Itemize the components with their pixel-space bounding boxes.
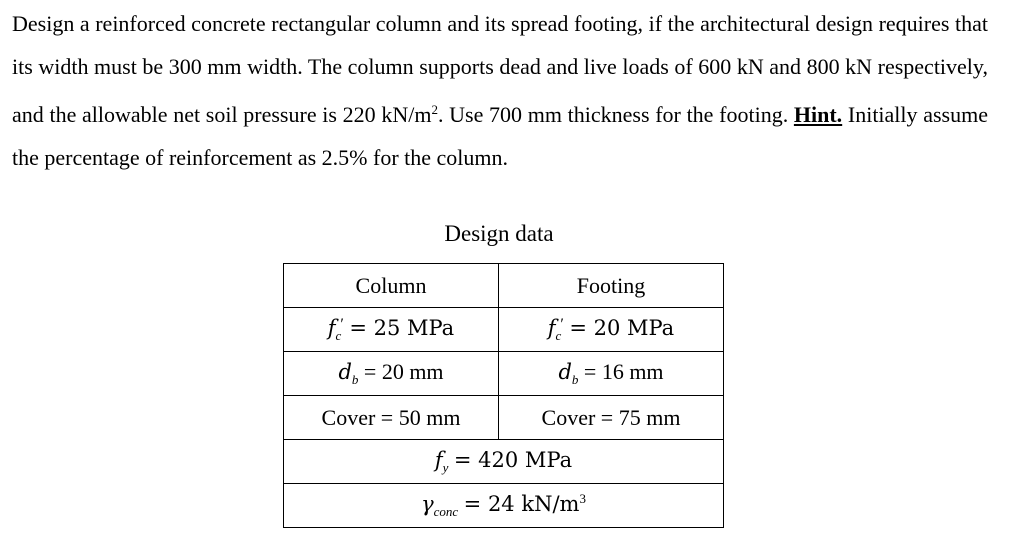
problem-text-2: . Use 700 mm thickness for the footing. <box>437 102 794 127</box>
table-row-db <box>284 352 724 396</box>
column-cover: Cover = 50 mm <box>284 396 499 440</box>
column-db-value: = 20 mm <box>363 359 444 384</box>
hint-label: Hint. <box>793 102 843 127</box>
design-data-caption: Design data <box>444 221 554 246</box>
column-fc-value: = 25 MPa <box>349 316 455 340</box>
gamma-value: = 24 kN/m <box>463 492 580 516</box>
problem-statement <box>12 2 988 179</box>
footing-cover: Cover = 75 mm <box>499 396 724 440</box>
table-header-row <box>284 264 724 308</box>
problem-text-3: Initially assume the percentage of reinforcement as 2.5% for the column. <box>12 102 988 170</box>
fy-value: = 420 MPa <box>453 448 573 472</box>
column-fc: $f_c' = 25$ MPa <box>284 308 499 352</box>
footing-db: $d_b = 16$ mm <box>499 352 724 396</box>
footing-fc-value: = 20 MPa <box>569 316 675 340</box>
table-row-cover <box>284 396 724 440</box>
footing-db-value: = 16 mm <box>583 359 664 384</box>
shared-fy: $f_y = 420$ MPa <box>284 440 724 484</box>
column-db: $d_b = 20$ mm <box>284 352 499 396</box>
superscript-2: 2 <box>431 102 438 117</box>
table-row-fc <box>284 308 724 352</box>
shared-gamma: $\gamma_{conc} = 24$ $kN/m^3$ <box>284 484 724 528</box>
header-footing: Footing <box>499 264 724 308</box>
design-data-table <box>283 263 724 528</box>
table-row-fy <box>284 440 724 484</box>
table-row-gamma <box>284 484 724 528</box>
problem-text-1: Design a reinforced concrete rectangular column and its spread footing, if the architectural design requires that its width must be 300 mm width. The column supports dead and live loads of 600 kN and 800 kN respectively, and the allowable net soil pressure is 220 kN/m <box>12 11 988 127</box>
footing-fc: $f_c' = 20$ MPa <box>499 308 724 352</box>
header-column: Column <box>284 264 499 308</box>
